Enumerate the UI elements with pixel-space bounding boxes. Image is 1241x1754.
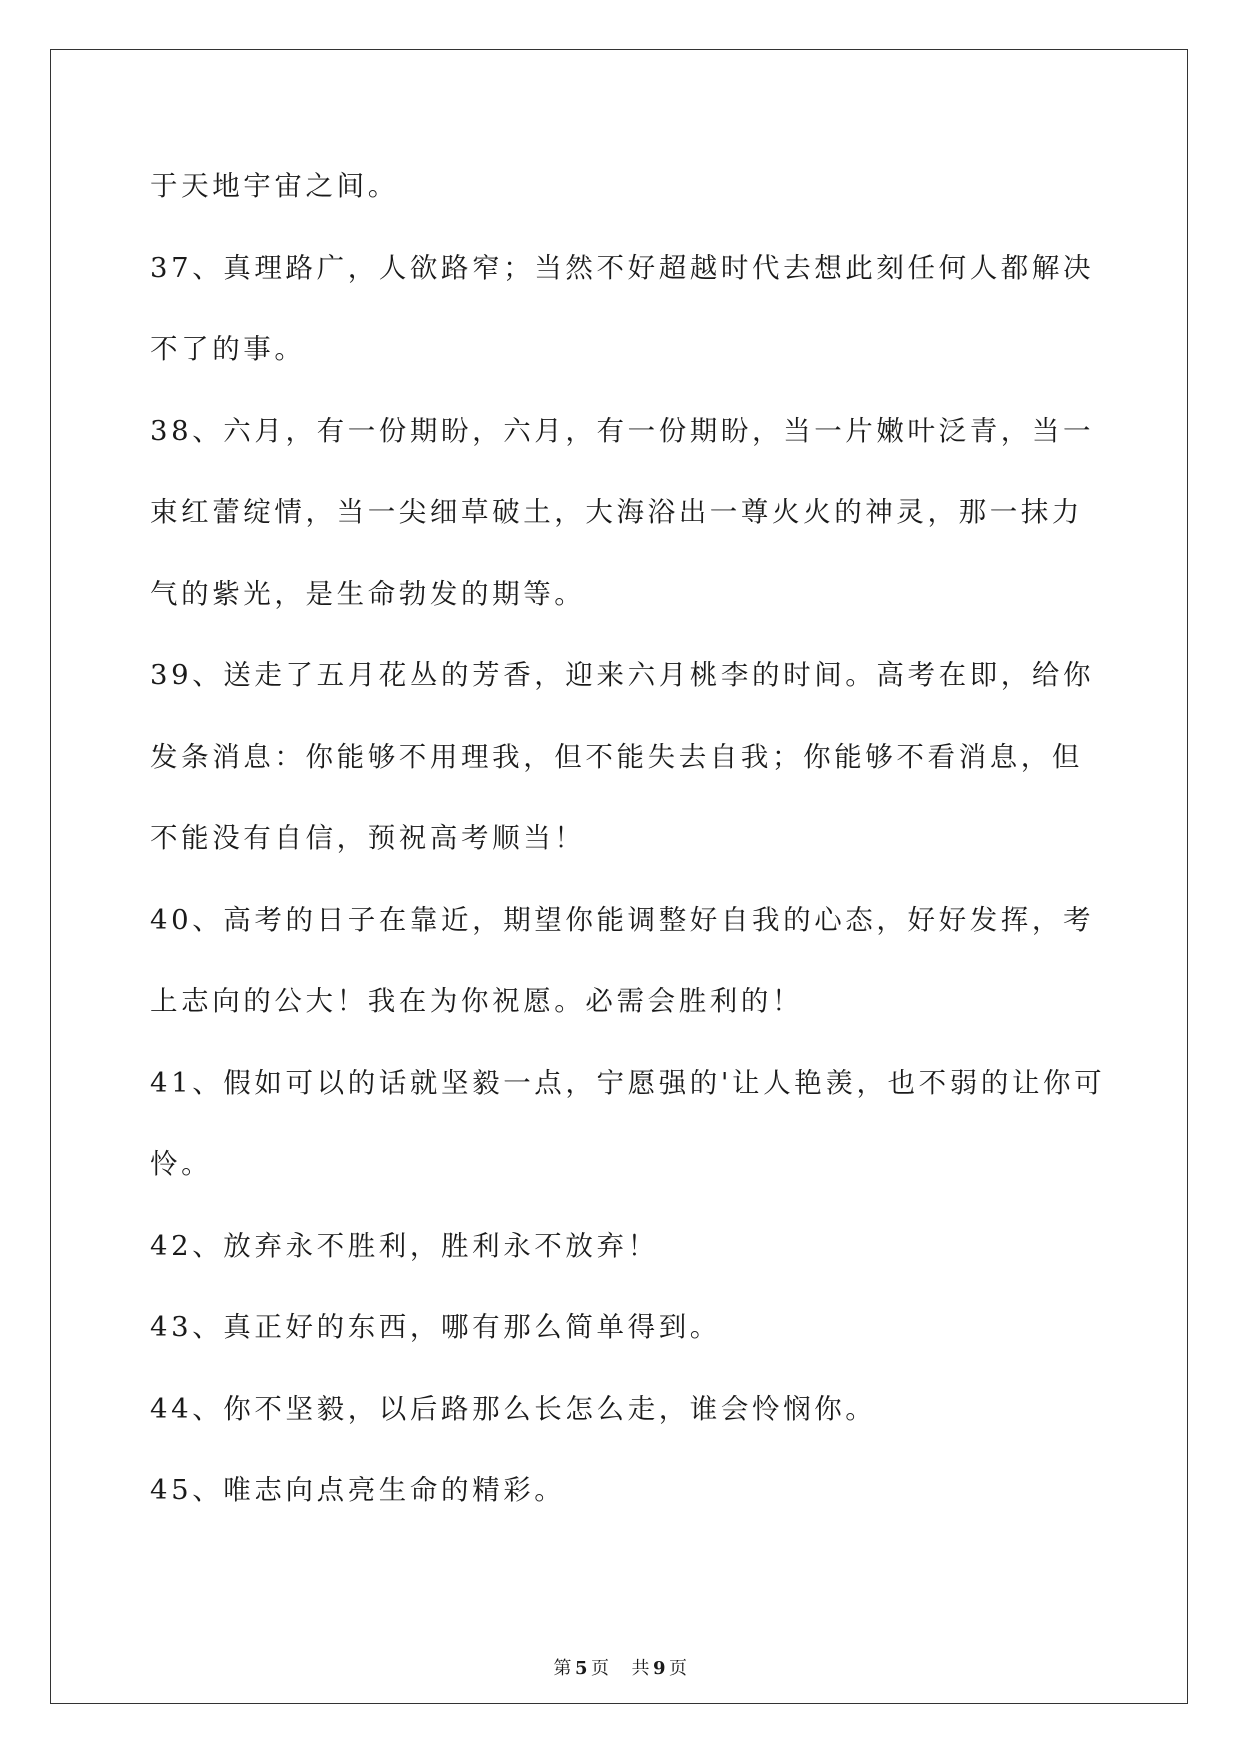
total-suffix: 页 — [669, 1658, 688, 1679]
text-line: 45、唯志向点亮生命的精彩。 — [150, 1474, 566, 1506]
text-line: 42、放弃永不胜利，胜利永不放弃！ — [150, 1229, 659, 1262]
page-prefix: 第 — [553, 1658, 572, 1679]
text-line: 43、真正好的东西，哪有那么简单得到。 — [150, 1311, 721, 1343]
text-line: 束红蕾绽情，当一尖细草破土，大海浴出一尊火火的神灵，那一抹力 — [150, 496, 1083, 528]
text-line: 怜。 — [150, 1148, 213, 1180]
text-line: 37、真理路广，人欲路窄；当然不好超越时代去想此刻任何人都解决 — [150, 251, 1095, 284]
page-current: 5 — [574, 1658, 588, 1679]
text-line: 不能没有自信，预祝高考顺当！ — [150, 822, 586, 854]
total-prefix: 共 — [631, 1658, 650, 1679]
text-line: 上志向的公大！我在为你祝愿。必需会胜利的！ — [150, 985, 804, 1017]
text-line: 39、送走了五月花丛的芳香，迎来六月桃李的时间。高考在即，给你 — [150, 659, 1095, 691]
text-line: 于天地宇宙之间。 — [150, 170, 399, 202]
text-line: 44、你不坚毅，以后路那么长怎么走，谁会怜悯你。 — [150, 1392, 877, 1425]
text-line: 40、高考的日子在靠近，期望你能调整好自我的心态，好好发挥，考 — [150, 903, 1095, 936]
page-suffix: 页 — [591, 1658, 610, 1679]
text-line: 不了的事。 — [150, 333, 306, 365]
text-line: 发条消息：你能够不用理我，但不能失去自我；你能够不看消息，但 — [150, 740, 1083, 773]
text-line: 41、假如可以的话就坚毅一点，宁愿强的'让人艳羡，也不弱的让你可 — [150, 1066, 1106, 1099]
page-total: 9 — [653, 1658, 667, 1679]
text-line: 38、六月，有一份期盼，六月，有一份期盼，当一片嫩叶泛青，当一 — [150, 414, 1095, 447]
text-line: 气的紫光，是生命勃发的期等。 — [150, 577, 586, 610]
page-footer — [0, 1654, 1241, 1680]
document-body — [150, 160, 1106, 1546]
